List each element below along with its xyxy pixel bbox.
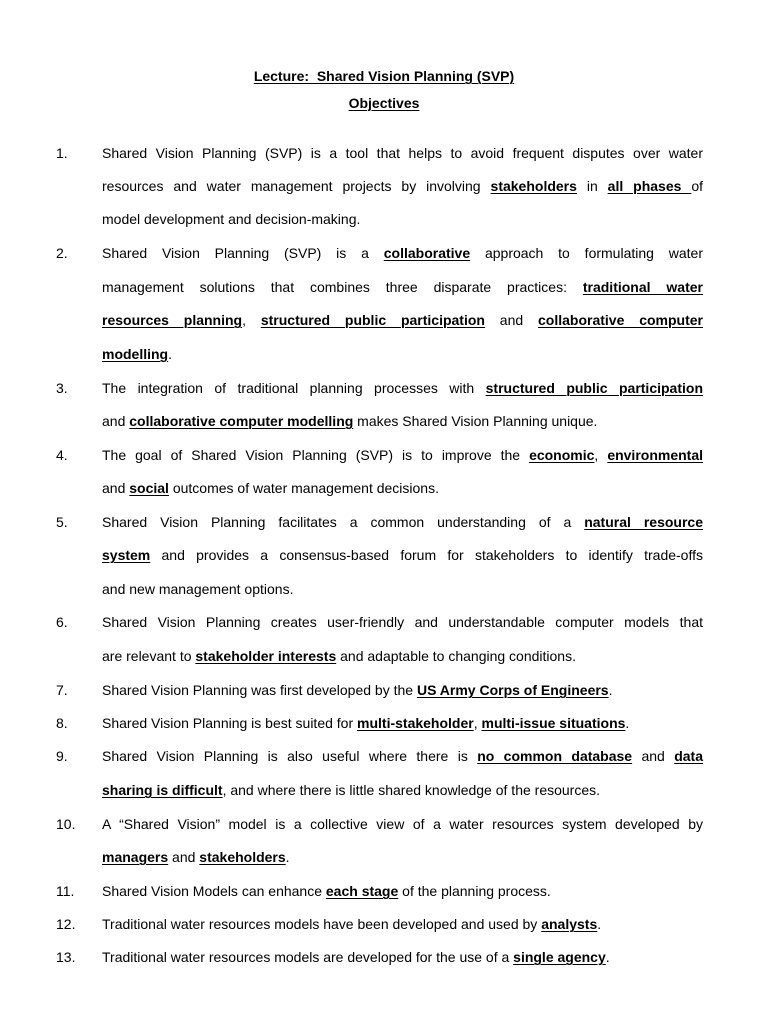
list-item-line [102,310,703,330]
text-span: and provides a consensus-based forum for stakeholders to identify trade-offs [150,547,703,563]
text-span: resources and water management projects by involving [102,178,491,194]
text-span: . [625,715,630,731]
list-item-number: 12. [56,916,76,932]
text-span: The integration of traditional planning processes with [102,380,486,396]
list-item-line [102,881,703,901]
list-item-line [102,411,703,431]
key-term: economic [529,447,595,463]
text-span: A “Shared Vision” model is a collective view of a water resources system developed by [102,816,703,832]
text-span: . [605,949,610,965]
list-item-line [102,814,703,834]
list-item-number: 1. [56,145,68,161]
text-span: Traditional water resources models have been developed and used by [102,916,542,932]
key-term: all phases [607,178,692,194]
text-span: . [285,849,290,865]
text-span: . [168,346,173,362]
text-span: makes Shared Vision Planning unique. [353,413,598,429]
text-span: Shared Vision Planning (SVP) is a [102,245,384,261]
list-item-number: 9. [56,748,68,764]
text-span: , [594,447,608,463]
key-term: stakeholders [199,849,286,865]
key-term: sharing is difficult [102,782,223,798]
key-term: stakeholder interests [195,648,337,664]
list-item-line [102,378,703,398]
text-span: and [168,849,200,865]
text-span: management solutions that combines three disparate practices: [102,279,583,295]
text-span: , and where there is little shared knowledge of the resources. [222,782,601,798]
key-term: managers [102,849,169,865]
text-span: Traditional water resources models are developed for the use of a [102,949,514,965]
page-title: Lecture: Shared Vision Planning (SVP) [253,68,515,84]
key-term: collaborative computer modelling [129,413,354,429]
text-span: . [608,682,613,698]
list-item-number: 8. [56,715,68,731]
list-item-line [102,680,703,700]
text-span: Shared Vision Planning is also useful where there is [102,748,478,764]
text-span: approach to formulating water [470,245,703,261]
text-span: in [576,178,608,194]
text-span: Shared Vision Planning (SVP) is a tool that helps to avoid frequent disputes over water [102,145,703,161]
page-subtitle: Objectives [348,95,420,111]
text-span: outcomes of water management decisions. [168,480,439,496]
key-term: multi-issue situations [481,715,626,731]
list-item-line [102,847,703,867]
text-span: and new management options. [102,581,294,597]
key-term: traditional water [582,279,703,295]
key-term: data [674,748,703,764]
list-item-line [102,209,703,229]
text-span: are relevant to [102,648,196,664]
list-item-number: 11. [56,883,75,899]
key-term: collaborative [383,245,471,261]
text-span: of the planning process. [398,883,551,899]
list-item-line [102,545,703,565]
list-item-line [102,914,703,934]
list-item-line [102,143,703,163]
key-term: collaborative computer [538,312,703,328]
list-item-number: 13. [56,949,76,965]
list-item-line [102,780,703,800]
text-span: and [484,312,538,328]
list-item-number: 7. [56,682,68,698]
list-item-line [102,176,703,196]
list-item-line [102,344,703,364]
list-item-line [102,646,703,666]
list-item-number: 3. [56,380,68,396]
text-span: of [691,178,704,194]
key-term: structured public participation [260,312,485,328]
list-item-number: 4. [56,447,68,463]
text-span: and adaptable to changing conditions. [336,648,576,664]
text-span: Shared Vision Planning creates user-friendly and understandable computer models that [102,614,703,630]
list-item-number: 10. [56,816,76,832]
list-item-number: 6. [56,614,68,630]
key-term: analysts [541,916,598,932]
key-term: modelling [102,346,169,362]
key-term: stakeholders [490,178,577,194]
text-span: model development and decision-making. [102,211,361,227]
list-item-line [102,478,703,498]
key-term: single agency [513,949,606,965]
list-item-line [102,243,703,263]
key-term: multi-stakeholder [357,715,474,731]
key-term: environmental [607,447,704,463]
list-item-line [102,612,703,632]
text-span: , [473,715,482,731]
key-term: each stage [325,883,399,899]
list-item-line [102,746,703,766]
list-item-line [102,445,703,465]
text-span: Shared Vision Planning was first developed by the [102,682,417,698]
key-term: no common database [477,748,633,764]
text-span: Shared Vision Planning is best suited for [102,715,358,731]
key-term: US Army Corps of Engineers [416,682,609,698]
text-span: and [632,748,675,764]
list-item-line [102,277,703,297]
text-span: Shared Vision Models can enhance [102,883,326,899]
text-span: The goal of Shared Vision Planning (SVP) is to improve the [102,447,530,463]
key-term: resources planning [102,312,243,328]
text-span: Shared Vision Planning facilitates a common understanding of a [102,514,585,530]
text-span: . [597,916,602,932]
list-item-line [102,713,703,733]
text-span: and [102,413,130,429]
text-span: and [102,480,130,496]
list-item-number: 2. [56,245,68,261]
text-span: , [242,312,261,328]
list-item-line [102,947,703,967]
list-item-line [102,579,703,599]
list-item-number: 5. [56,514,68,530]
key-term: natural resource [584,514,704,530]
key-term: system [102,547,151,563]
list-item-line [102,512,703,532]
key-term: structured public participation [485,380,703,396]
key-term: social [129,480,169,496]
